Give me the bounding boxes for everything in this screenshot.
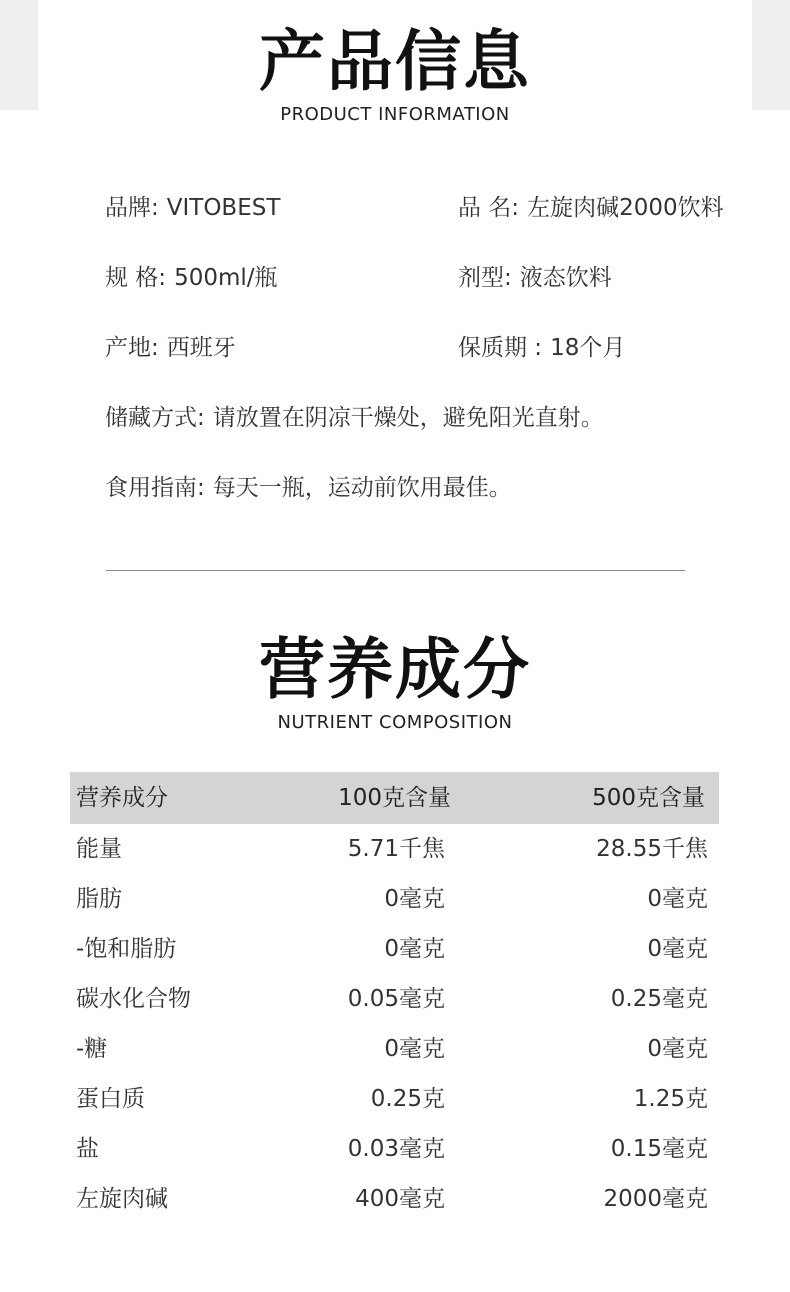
header-nutrient: 营养成分 [76, 785, 168, 811]
usage-value: 每天一瓶，运动前饮用最佳。 [212, 475, 512, 501]
form-label: 剂型: [458, 265, 512, 291]
nutrient-name: 蛋白质 [76, 1086, 145, 1112]
form-info [458, 263, 612, 293]
nutrient-per-100g: 0毫克 [384, 886, 445, 912]
usage-label: 食用指南: [105, 475, 205, 501]
nutrient-name: 脂肪 [76, 886, 122, 912]
nutrient-per-100g: 0.05毫克 [347, 986, 445, 1012]
nutrient-name: 左旋肉碱 [76, 1186, 168, 1212]
origin-info [105, 333, 236, 363]
table-row [70, 974, 719, 1024]
form-value: 液态饮料 [519, 265, 612, 291]
section-divider [106, 570, 685, 571]
nutrient-per-100g: 0.03毫克 [347, 1136, 445, 1162]
usage-info [105, 473, 512, 503]
shelf-life-label: 保质期 : [458, 335, 543, 361]
nutrition-title: 营养成分 [259, 631, 531, 708]
nutrient-per-500g: 1.25克 [633, 1086, 708, 1112]
nutrient-per-100g: 0.25克 [370, 1086, 445, 1112]
header-per-100g: 100克含量 [338, 785, 451, 811]
table-row [70, 1024, 719, 1074]
nutrient-per-500g: 28.55千焦 [596, 836, 708, 862]
table-row [70, 924, 719, 974]
nutrient-per-100g: 400毫克 [355, 1186, 445, 1212]
product-name-label: 品 名: [458, 195, 520, 221]
nutrient-per-500g: 0.25毫克 [610, 986, 708, 1012]
nutrient-name: 盐 [76, 1136, 99, 1162]
product-name-value: 左旋肉碱2000饮料 [527, 195, 724, 221]
table-row [70, 874, 719, 924]
table-row [70, 1174, 719, 1224]
nutrient-name: 能量 [76, 836, 122, 862]
header-per-500g: 500克含量 [592, 785, 705, 811]
storage-label: 储藏方式: [105, 405, 205, 431]
product-info-subtitle: PRODUCT INFORMATION [280, 104, 510, 125]
nutrient-per-100g: 0毫克 [384, 1036, 445, 1062]
origin-value: 西班牙 [166, 335, 236, 361]
brand-value: VITOBEST [166, 195, 281, 221]
nutrient-name: -饱和脂肪 [76, 936, 177, 962]
nutrient-per-500g: 2000毫克 [603, 1186, 708, 1212]
storage-value: 请放置在阴凉干燥处，避免阳光直射。 [212, 405, 604, 431]
shelf-life-info [458, 333, 625, 363]
nutrient-per-100g: 0毫克 [384, 936, 445, 962]
spec-info [105, 263, 278, 293]
nutrient-per-500g: 0.15毫克 [610, 1136, 708, 1162]
spec-label: 规 格: [105, 265, 167, 291]
nutrient-per-500g: 0毫克 [647, 1036, 708, 1062]
shelf-life-value: 18个月 [550, 335, 626, 361]
nutrition-table [70, 772, 719, 1224]
product-name-info [458, 193, 724, 223]
product-info-title: 产品信息 [259, 23, 531, 100]
table-row [70, 1074, 719, 1124]
nutrient-per-500g: 0毫克 [647, 886, 708, 912]
brand-label: 品牌: [105, 195, 159, 221]
nutrition-subtitle: NUTRIENT COMPOSITION [277, 712, 513, 733]
brand-info [105, 193, 280, 223]
table-row [70, 1124, 719, 1174]
storage-info [105, 403, 604, 433]
table-row [70, 824, 719, 874]
nutrient-name: 碳水化合物 [76, 986, 191, 1012]
nutrient-per-500g: 0毫克 [647, 936, 708, 962]
nutrient-per-100g: 5.71千焦 [347, 836, 445, 862]
origin-label: 产地: [105, 335, 159, 361]
spec-value: 500ml/瓶 [174, 265, 278, 291]
nutrition-table-header [70, 772, 719, 824]
nutrient-name: -糖 [76, 1036, 108, 1062]
